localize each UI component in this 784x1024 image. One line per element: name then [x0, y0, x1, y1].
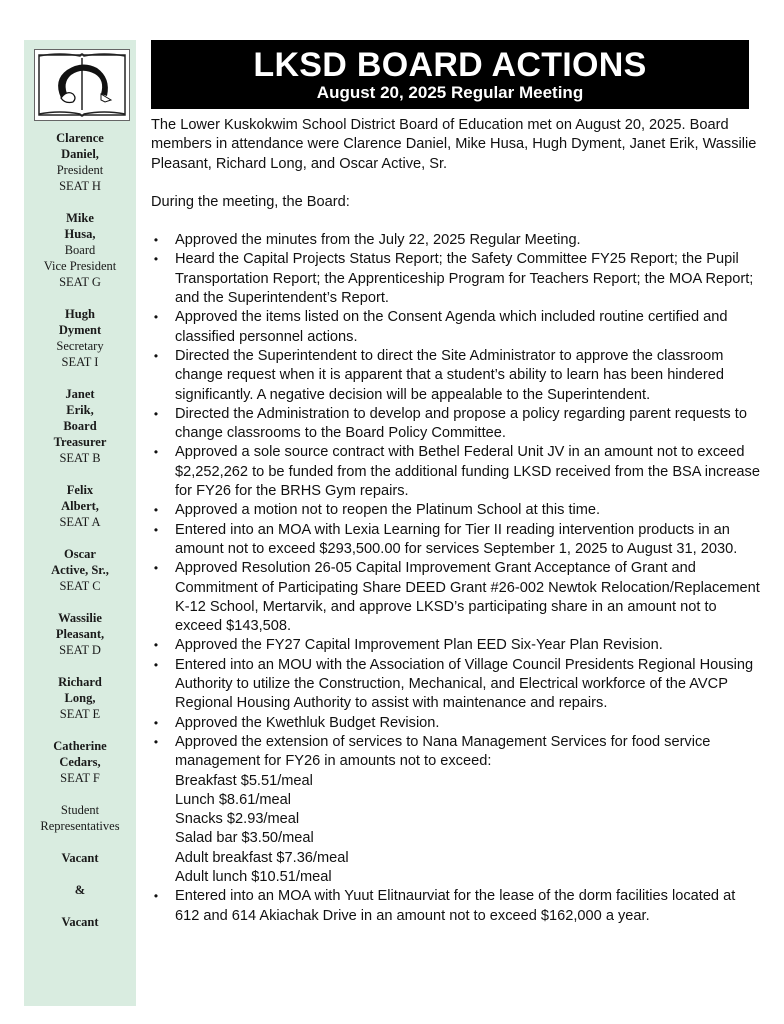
member-seat: SEAT F [60, 771, 100, 785]
bullet-icon: • [153, 252, 159, 267]
member-entry [24, 386, 136, 466]
member-name: Dyment [58, 323, 102, 337]
member-role: Treasurer [53, 435, 107, 449]
board-members-sidebar [24, 40, 136, 1006]
action-item: • Approved Resolution 26-05 Capital Improvement Grant Acceptance of Grant and Commitment of Participating Share DEED Grant #26-002 Newtok Relocation/Replacement K-12 School, Mertarvik, and approve LKSD’s participating share in an amount not to exceed $143,508. [151, 559, 761, 636]
action-item: • Heard the Capital Projects Status Report; the Safety Committee FY25 Report; the Pupil Transportation Report; the Apprenticeship Program for Teachers Report; the MOA Report; and the Superintendent’s Report. [151, 250, 761, 308]
member-name: Clarence [56, 131, 104, 145]
meal-rate: Breakfast $5.51/meal [175, 772, 313, 789]
action-item: • Directed the Administration to develop and propose a policy regarding parent requests to change classrooms to the Board Policy Committee. [151, 405, 761, 444]
member-name: Daniel, [61, 147, 99, 161]
member-entry [24, 674, 136, 722]
action-item: • Entered into an MOA with Yuut Elitnaurviat for the lease of the dorm facilities located at 612 and 614 Akiachak Drive in an amount not to exceed $162,000 a year. [151, 887, 761, 926]
bullet-icon: • [153, 406, 159, 421]
member-name: Long, [64, 691, 96, 705]
bullet-icon: • [153, 233, 159, 248]
action-item: • Approved the FY27 Capital Improvement Plan EED Six-Year Plan Revision. [151, 636, 761, 655]
member-name: Wassilie [58, 611, 102, 625]
student-rep-label: Representatives [40, 819, 120, 833]
intro-paragraph: The Lower Kuskokwim School District Board of Education met on August 20, 2025. Board members in attendance were Clarence Daniel, Mike Husa, Hugh Dyment, Janet Erik, Wassilie Pleasant, Richard Long, and Oscar Active, Sr. [151, 117, 757, 172]
action-item: • Entered into an MOU with the Association of Village Council Presidents Regional Housing Authority to utilize the Construction, Mechanical, and Electrical workforce of the AVCP Regional Housing Authority to assist with maintenance and repairs. [151, 656, 761, 714]
bullet-icon: • [153, 522, 159, 537]
member-role: Board [64, 243, 96, 257]
meal-rate: Adult breakfast $7.36/meal [175, 849, 349, 866]
member-entry [24, 130, 136, 194]
page-title: LKSD BOARD ACTIONS [253, 46, 647, 84]
student-representatives [24, 802, 136, 930]
member-role: Vice President [43, 259, 117, 273]
member-name: Janet [65, 387, 95, 401]
member-seat: SEAT B [59, 451, 101, 465]
action-item: • Approved a sole source contract with Bethel Federal Unit JV in an amount not to exceed $2,252,262 to be funded from the additional funding LKSD received from the BSA increase for FY26 for the BRHS Gym repairs. [151, 443, 761, 501]
member-name: Active, Sr., [51, 563, 109, 577]
member-role: President [56, 163, 104, 177]
action-item: • Approved a motion not to reopen the Platinum School at this time. [151, 501, 761, 520]
bullet-icon: • [153, 734, 159, 749]
bullet-icon: • [153, 503, 159, 518]
main-content [151, 116, 761, 926]
member-entry [24, 482, 136, 530]
bullet-icon: • [153, 348, 159, 363]
student-rep-vacant: Vacant [61, 851, 99, 865]
member-name: Catherine [53, 739, 107, 753]
member-list [24, 130, 136, 930]
bullet-icon: • [153, 657, 159, 672]
member-name: Hugh [65, 307, 95, 321]
student-rep-vacant: Vacant [61, 915, 99, 929]
member-entry [24, 738, 136, 786]
member-entry [24, 210, 136, 290]
member-seat: SEAT G [59, 275, 101, 289]
actions-list [151, 231, 761, 926]
member-name: Albert, [61, 499, 99, 513]
meeting-subtitle: August 20, 2025 Regular Meeting [316, 83, 584, 102]
member-entry [24, 546, 136, 594]
meal-rate: Adult lunch $10.51/meal [175, 868, 332, 885]
page-header [151, 40, 749, 109]
bullet-icon: • [153, 638, 159, 653]
member-seat: SEAT I [61, 355, 99, 369]
bullet-icon: • [153, 310, 159, 325]
member-entry [24, 610, 136, 658]
member-role: Board [63, 419, 97, 433]
action-item: • Approved the minutes from the July 22, 2025 Regular Meeting. [151, 231, 761, 250]
member-name: Richard [58, 675, 102, 689]
bullet-icon: • [153, 445, 159, 460]
member-name: Oscar [64, 547, 96, 561]
action-item: • Directed the Superintendent to direct the Site Administrator to approve the classroom change request when it is apparent that a student’s ability to learn has been hindered significantly. A negative decision will be appealable to the Superintendent. [151, 347, 761, 405]
member-name: Felix [66, 483, 94, 497]
fish-book-logo-icon [35, 50, 129, 120]
member-seat: SEAT H [59, 179, 101, 193]
bullet-icon: • [153, 561, 159, 576]
member-name: Mike [66, 211, 94, 225]
board-lead-in: During the meeting, the Board: [151, 193, 350, 210]
member-seat: SEAT E [59, 707, 101, 721]
member-name: Pleasant, [55, 627, 105, 641]
action-item: • Approved the Kwethluk Budget Revision. [151, 714, 761, 733]
member-entry [24, 306, 136, 370]
ampersand: & [74, 883, 86, 897]
member-seat: SEAT A [59, 515, 101, 529]
member-name: Erik, [66, 403, 94, 417]
action-item: • Approved the items listed on the Consent Agenda which included routine certified and classified personnel actions. [151, 308, 761, 347]
member-role: Secretary [56, 339, 104, 353]
action-item: • Approved the extension of services to Nana Management Services for food service management for FY26 in amounts not to exceed: Breakfast $5.51/meal Lunch $8.61/meal Snacks $2.93/meal Salad bar $3.50/meal Adult breakfast $7.36/meal Adult lunch $10.51/meal [151, 733, 761, 887]
meal-rate: Lunch $8.61/meal [175, 791, 292, 808]
member-seat: SEAT D [59, 643, 101, 657]
meal-rate: Salad bar $3.50/meal [175, 830, 314, 847]
member-name: Cedars, [59, 755, 101, 769]
student-rep-label: Student [60, 803, 100, 817]
member-name: Husa, [64, 227, 96, 241]
lksd-logo [34, 49, 130, 121]
bullet-icon: • [153, 715, 159, 730]
meal-rate: Snacks $2.93/meal [175, 811, 300, 828]
member-seat: SEAT C [59, 579, 101, 593]
action-item: • Entered into an MOA with Lexia Learning for Tier II reading intervention products in an amount not to exceed $293,500.00 for services September 1, 2025 to August 31, 2030. [151, 521, 761, 560]
bullet-icon: • [153, 889, 159, 904]
